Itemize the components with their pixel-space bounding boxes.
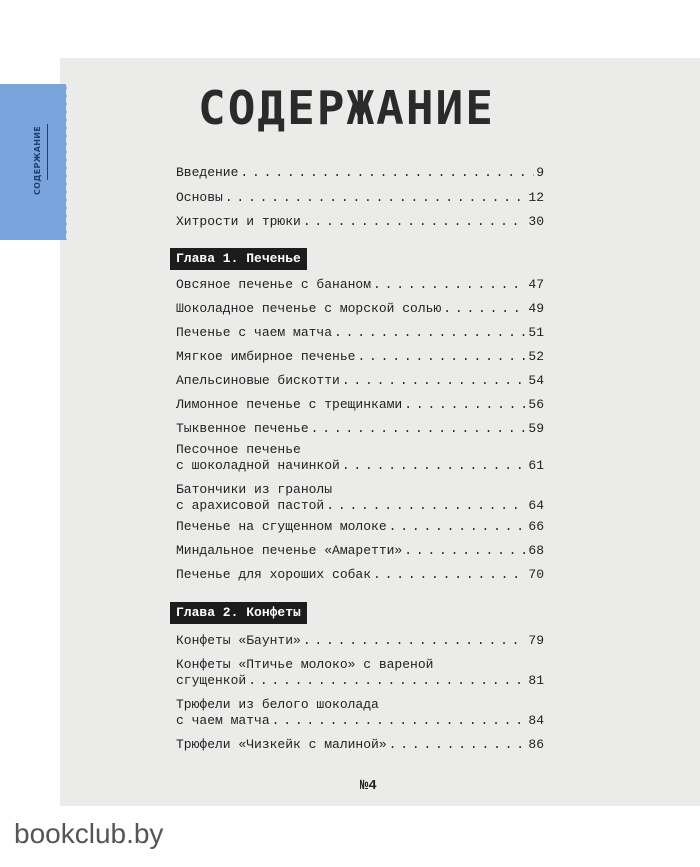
toc-entry-title: Батончики из гранолы [176, 482, 333, 497]
toc-entry-title: Овсяное печенье с бананом [176, 277, 372, 292]
toc-entry [176, 543, 544, 559]
dot-leader [303, 214, 527, 230]
toc-entry-title: с шоколадной начинкой [176, 458, 340, 473]
dot-leader [342, 373, 527, 389]
toc-entry [176, 482, 544, 514]
toc-entry-title: Хитрости и трюки [176, 214, 301, 229]
toc-entry-line [176, 633, 544, 649]
dot-leader [334, 325, 526, 341]
toc-entry-line [176, 421, 544, 437]
toc-entry-title: Конфеты «Баунти» [176, 633, 301, 648]
chapter-heading: Глава 2. Конфеты [170, 602, 307, 624]
toc-page-number: 70 [528, 567, 544, 582]
toc-page-number: 52 [528, 349, 544, 364]
page-number: №4 [360, 778, 377, 794]
toc-entry-line [176, 567, 544, 583]
tab-divider [47, 124, 48, 180]
dot-leader [373, 277, 526, 293]
dot-leader [272, 713, 527, 729]
toc-entry [176, 165, 544, 181]
page-title: СОДЕРЖАНИЕ [198, 81, 495, 135]
toc-entry-line [176, 737, 544, 753]
toc-entry-title: Печенье на сгущенном молоке [176, 519, 387, 534]
toc-entry-line [176, 673, 544, 689]
toc-entry [176, 373, 544, 389]
toc-entry [176, 633, 544, 649]
dot-leader [404, 543, 526, 559]
dot-leader [248, 673, 526, 689]
toc-entry [176, 349, 544, 365]
toc-page-number: 86 [528, 737, 544, 752]
toc-page-number: 9 [536, 165, 544, 180]
toc-page-number: 79 [528, 633, 544, 648]
chapter-heading: Глава 1. Печенье [170, 248, 307, 270]
toc-entry-title: Введение [176, 165, 239, 180]
toc-entry [176, 190, 544, 206]
dot-leader [373, 567, 526, 583]
toc-entry-title: Тыквенное печенье [176, 421, 309, 436]
toc-page-number: 12 [528, 190, 544, 205]
section-tab-label-wrap [30, 100, 44, 220]
toc-entry-title: с чаем матча [176, 713, 270, 728]
toc-entry-title: Апельсиновые бискотти [176, 373, 340, 388]
toc-entry-line [176, 397, 544, 413]
toc-entry-title: Печенье для хороших собак [176, 567, 372, 582]
toc-entry-title: Шоколадное печенье с морской солью [176, 301, 442, 316]
toc-entry-line [176, 373, 544, 389]
dot-leader [389, 737, 527, 753]
toc-page-number: 59 [528, 421, 544, 436]
toc-entry-line [176, 214, 544, 230]
toc-page-number: 84 [528, 713, 544, 728]
toc-entry-line [176, 277, 544, 293]
toc-page-number: 81 [528, 673, 544, 688]
toc-entry [176, 397, 544, 413]
dot-leader [443, 301, 526, 317]
toc-entry-title: Миндальное печенье «Амаретти» [176, 543, 403, 558]
dot-leader [342, 458, 527, 474]
toc-page-number: 47 [528, 277, 544, 292]
toc-page-number: 51 [528, 325, 544, 340]
toc-page-number: 68 [528, 543, 544, 558]
toc-entry-line [176, 657, 544, 673]
toc-entry [176, 301, 544, 317]
toc-entry-line [176, 713, 544, 729]
toc-entry-line [176, 301, 544, 317]
toc-page-number: 56 [528, 397, 544, 412]
toc-entry-line [176, 190, 544, 206]
toc-entry-title: Печенье с чаем матча [176, 325, 333, 340]
dot-leader [404, 397, 526, 413]
toc-entry-title: Трюфели из белого шоколада [176, 697, 379, 712]
toc-entry [176, 442, 544, 474]
toc-page-number: 54 [528, 373, 544, 388]
toc-entry-title: с арахисовой пастой [176, 498, 325, 513]
toc-entry [176, 325, 544, 341]
toc-entry [176, 519, 544, 535]
toc-page-number: 64 [528, 498, 544, 513]
toc-entry-line [176, 349, 544, 365]
watermark: bookclub.by [14, 818, 164, 849]
toc-entry-title: Основы [176, 190, 223, 205]
dot-leader [389, 519, 527, 535]
toc-entry [176, 657, 544, 689]
dot-leader [303, 633, 527, 649]
dot-leader [311, 421, 527, 437]
toc-entry [176, 737, 544, 753]
toc-entry-line [176, 697, 544, 713]
toc-entry [176, 697, 544, 729]
toc-page-number: 30 [528, 214, 544, 229]
toc-page-number: 61 [528, 458, 544, 473]
section-tab-label: СОДЕРЖАНИЕ [32, 125, 42, 195]
toc-entry-line [176, 458, 544, 474]
toc-entry-line [176, 165, 544, 181]
toc-entry-title: Конфеты «Птичье молоко» с вареной [176, 657, 434, 672]
toc-entry-line [176, 482, 544, 498]
toc-entry-line [176, 442, 544, 458]
toc-entry-line [176, 325, 544, 341]
toc-page-number: 66 [528, 519, 544, 534]
toc-entry [176, 567, 544, 583]
dot-leader [225, 190, 527, 206]
toc-entry [176, 421, 544, 437]
toc-entry-title: Лимонное печенье с трещинками [176, 397, 403, 412]
toc-page-number: 49 [528, 301, 544, 316]
toc-entry [176, 277, 544, 293]
toc-entry-line [176, 543, 544, 559]
toc-entry-title: Трюфели «Чизкейк с малиной» [176, 737, 387, 752]
toc-entry-title: сгущенкой [176, 673, 247, 688]
toc-entry-title: Песочное печенье [176, 442, 301, 457]
toc-entry-line [176, 498, 544, 514]
dot-leader [326, 498, 526, 514]
toc-entry [176, 214, 544, 230]
dot-leader [357, 349, 526, 365]
toc-entry-line [176, 519, 544, 535]
dot-leader [240, 165, 534, 181]
toc-entry-title: Мягкое имбирное печенье [176, 349, 356, 364]
